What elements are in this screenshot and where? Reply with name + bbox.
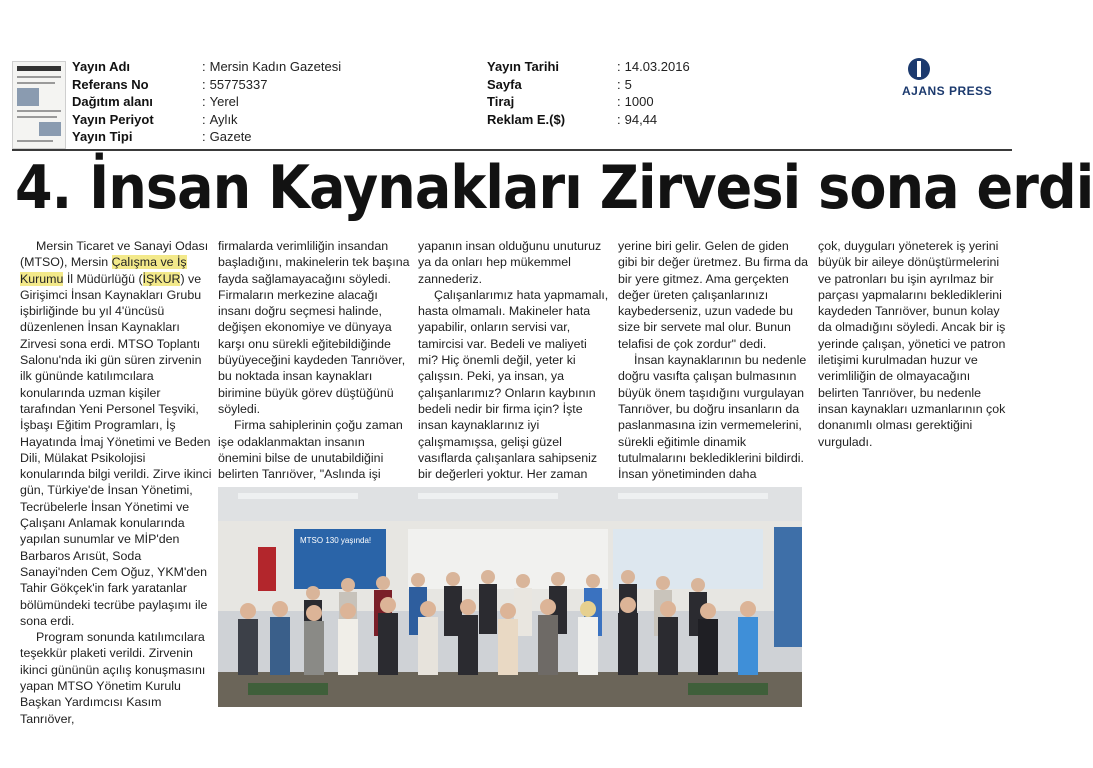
article-paragraph: yapanın insan olduğunu unuturuz ya da onları hep mükemmel zannederiz. (418, 239, 602, 286)
article-column-1 (20, 238, 212, 726)
meta-value: 1000 (624, 94, 654, 110)
meta-row-page: Sayfa : 5 (487, 76, 632, 92)
meta-label: Reklam E.($) (487, 111, 566, 127)
meta-row-period: Yayın Periyot : Aylık (72, 111, 238, 127)
meta-label: Yayın Tarihi (487, 59, 560, 74)
highlighted-text: İŞKUR (142, 271, 181, 286)
thumbnail-line (17, 110, 61, 112)
ajans-press-logo-icon (908, 58, 930, 80)
meta-row-reference: Referans No : 55775337 (72, 76, 268, 92)
article-paragraph: Program sonunda katılımcılara teşekkür plaketi verildi. Zirvenin ikinci gününün açılış konuşmasını yapan MTSO Yönetim Kurulu Başkan Yardımcısı Kasım Tanrıöver, (20, 630, 206, 726)
publication-meta-left (72, 58, 341, 146)
banner-text: MTSO 130 yaşında! (300, 536, 372, 545)
group-photo (218, 487, 802, 707)
article-paragraph: yerine biri gelir. Gelen de giden gibi bir değer üretmez. Bu firma da bir yere gitmez. Ama gerçekten değer üreten çalışanlarınızı kaybederseniz, uzun vadede bu size bir servete mal olur. Bunun telafisi de çok zordur" dedi. (618, 239, 809, 351)
publication-meta-right (487, 58, 690, 128)
article-paragraph: çok, duyguları yöneterek iş yerini büyük bir aileye dönüştürmelerini ve patronları bu işin ayrılmaz bir parçası yapmalarını beklediklerini kaydeden Tanrıöver, bunun kolay da olmadığını söyledi. Ancak bir iş yerinde çalışan, yönetici ve patron iletişimi kurulmadan huzur ve verimliliğin de olmayacağını belirten Tanrıöver, bu nedenle insan kaynakları uzmanlarının çok donanımlı olması gerektiğini vurguladı. (818, 239, 1006, 449)
article-paragraph: İnsan kaynaklarının bu nedenle doğru vasıfta çalışan bulmasının büyük önem taşıdığını vurgulayan Tanrıöver, bu doğru insanların da paslanmasına izin vermemelerini, sürekli eğitimle dinamik tutulmalarını beklediklerini bildirdi. İnsan yönetiminden daha (618, 353, 807, 482)
meta-row-type: Yayın Tipi : Gazete (72, 129, 252, 145)
meta-value: Mersin Kadın Gazetesi (209, 59, 342, 74)
article-paragraph: Çalışanlarımız hata yapmamalı, hasta olmamalı. Makineler hata yapabilir, onların servisi var, tamircisi var. Bedeli ve maliyeti mi? Hiç önemli değil, yeter ki çalışsın. Peki, ya insan, ya çalışanlarımız? Onların kaybının bedeli nedir bir firma için? İşte insan kaynaklarınız iyi çalışmamışsa, gelişi güzel vasıflarda çalışanlara sahipseniz bir değerleri yoktur. Her zaman (418, 287, 609, 482)
meta-row-publication-name: Yayın Adı : Mersin Kadın Gazetesi (72, 59, 342, 74)
meta-row-circulation: Tiraj : 1000 (487, 94, 654, 110)
thumbnail-line (17, 140, 53, 142)
highlighted-text: Çalışma ve İş Kurumu (20, 255, 187, 286)
header-divider (12, 149, 1012, 151)
thumbnail-line (17, 82, 55, 84)
thumbnail-masthead (17, 66, 61, 71)
article-column-2 (218, 238, 410, 486)
article-headline: 4. İnsan Kaynakları Zirvesi sona erdi (15, 153, 1093, 223)
meta-value: Yerel (209, 94, 239, 110)
meta-value: 55775337 (209, 76, 268, 92)
meta-value: 14.03.2016 (624, 59, 690, 74)
thumbnail-photo (39, 122, 61, 136)
meta-value: Gazete (209, 129, 252, 145)
meta-label: Yayın Adı (72, 59, 131, 74)
meta-label: Yayın Tipi (72, 129, 133, 145)
meta-row-ad-equivalent: Reklam E.($) : 94,44 (487, 111, 658, 127)
meta-label: Referans No (72, 76, 149, 92)
article-paragraph: Mersin Ticaret ve Sanayi Odası (MTSO), Mersin Çalışma ve İş Kurumu İl Müdürlüğü (İŞKUR) ve Girişimci İnsan Kaynakları Grubu işbirliğinde bu yıl 4'üncüsü düzenlenen İnsan Kaynakları Zirvesi sona erdi. MTSO Toplantı Salonu'nda iki gün süren zirvenin ilk gününde katılımcılara konularında uzman kişiler tarafından Yeni Personel Teşviki, İşbaşı Eğitim Programları, İş Hayatında İmaj Yönetimi ve Beden Dili, Mülakat Psikolojisi konularında bilgi verildi. Zirve ikinci gün, Türkiye'de İnsan Yönetimi, Tecrübelerle İnsan Yönetimi ve Çalışanı Anlamak konularında yapılan sunumlar ve MİP'den Barbaros Arısüt, Soda Sanayi'nden Cem Oğuz, YKM'den Tahir Gökçek'in fark yaratanlar bölümündeki tecrübe paylaşımı ile sona erdi. (20, 239, 212, 628)
meta-value: 94,44 (624, 111, 658, 127)
article-column-4 (618, 238, 810, 486)
meta-label: Sayfa (487, 76, 522, 92)
logo-text: AJANS PRESS (902, 84, 993, 98)
meta-label: Tiraj (487, 94, 515, 110)
meta-row-distribution: Dağıtım alanı : Yerel (72, 94, 239, 110)
meta-label: Yayın Periyot (72, 111, 154, 127)
newspaper-thumbnail (12, 61, 66, 149)
article-paragraph: Firma sahiplerinin çoğu zaman işe odaklanmaktan insanın önemini bilse de unutabildiğini belirten Tanrıöver, "Aslında işi (218, 418, 403, 482)
thumbnail-line (17, 116, 57, 118)
meta-value: 5 (624, 76, 632, 92)
meta-row-date: Yayın Tarihi : 14.03.2016 (487, 59, 690, 74)
thumbnail-line (17, 76, 61, 78)
ajans-press-logo (900, 58, 1000, 100)
article-column-3 (418, 238, 610, 486)
meta-value: Aylık (209, 111, 238, 127)
meta-label: Dağıtım alanı (72, 94, 153, 110)
article-column-5 (818, 238, 1010, 458)
thumbnail-photo (17, 88, 39, 106)
article-paragraph: firmalarda verimliliğin insandan başladığını, makinelerin tek başına fayda sağlamayacağını söyledi. Firmaların merkezine alacağı insanı doğru seçmesi halinde, değişen ekonomiye ve dünyaya karşı onu sürekli eğitebildiğinde büyüyeceğini kaydeden Tanrıöver, bu noktada insan kaynakları birimine büyük görev düştüğünü söyledi. (218, 239, 410, 416)
